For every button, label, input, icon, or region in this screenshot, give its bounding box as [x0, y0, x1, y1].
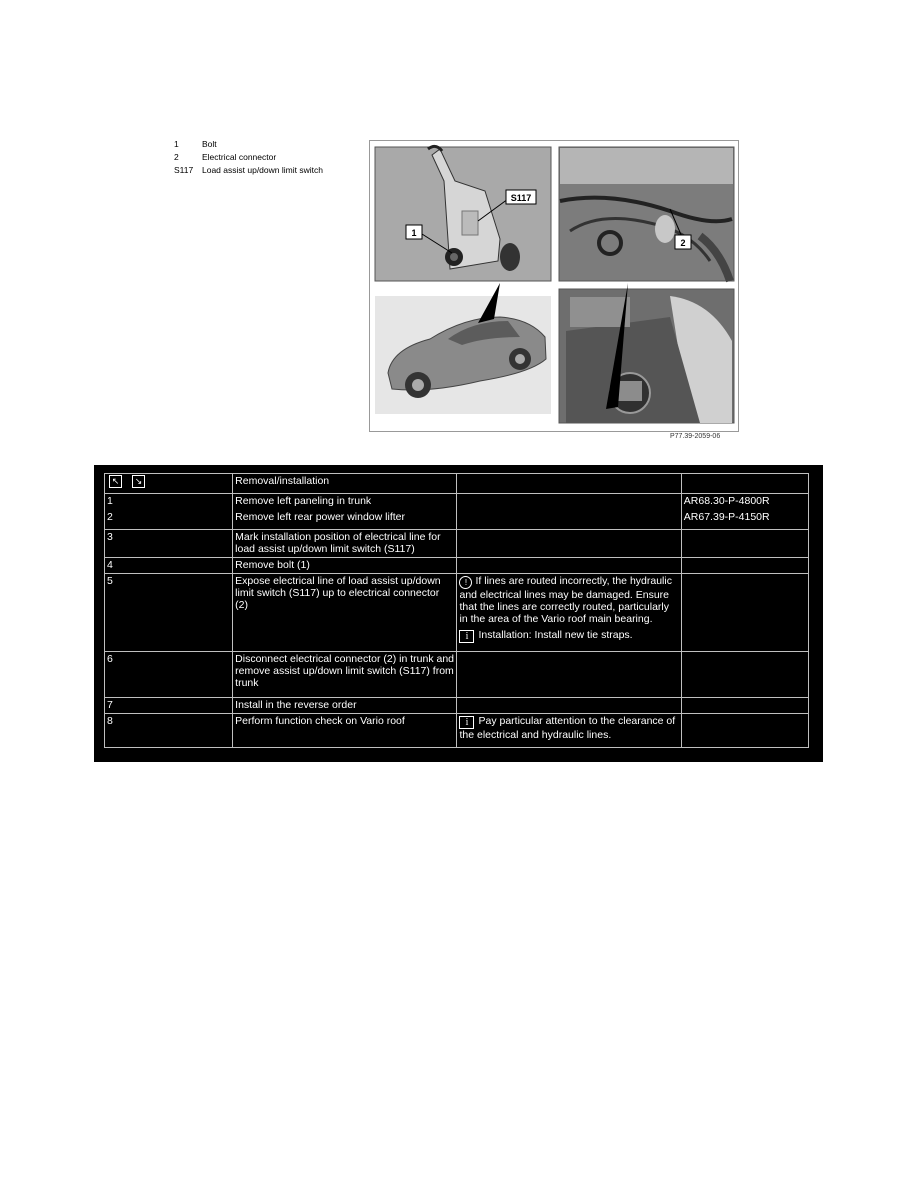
step-number: 5: [105, 574, 233, 652]
info-icon: i: [459, 716, 474, 729]
callout-1-label: 1: [411, 228, 417, 238]
legend-text: Load assist up/down limit switch: [202, 165, 323, 175]
table-row: [105, 714, 809, 748]
table-row: [105, 494, 809, 530]
step-action: Remove left rear power window lifter: [235, 511, 405, 523]
procedure-table-panel: [94, 465, 823, 762]
legend-text: Bolt: [202, 139, 217, 149]
table-row: [105, 558, 809, 574]
step-number: 6: [105, 652, 233, 698]
legend-item: [174, 138, 323, 151]
table-header-row: [105, 474, 809, 494]
step-number: 1: [107, 495, 113, 507]
step-number: 3: [105, 530, 233, 558]
figure-code: P77.39-2059-06: [670, 433, 721, 440]
step-number: 4: [105, 558, 233, 574]
step-action: Disconnect electrical connector (2) in trunk and remove assist up/down limit switch (S117) from trunk: [233, 652, 457, 698]
info-text: Pay particular attention to the clearance of the electrical and hydraulic lines.: [459, 715, 676, 741]
info-note: [459, 629, 678, 643]
callout-s117-label: S117: [510, 193, 532, 203]
step-number: 2: [107, 511, 113, 523]
legend-text: Electrical connector: [202, 152, 277, 162]
procedure-table: [104, 473, 809, 748]
legend-item: [174, 151, 323, 164]
step-action: Expose electrical line of load assist up/down limit switch (S117) up to electrical connector (2): [233, 574, 457, 652]
step-number: 8: [105, 714, 233, 748]
table-row: [105, 530, 809, 558]
info-icon: i: [459, 630, 474, 643]
caution-text: If lines are routed incorrectly, the hydraulic and electrical lines may be damaged. Ensure that the lines are correctly routed, particularly in the area of the Vario roof main bearing.: [459, 575, 672, 625]
component-location-figure: [369, 140, 739, 432]
step-action: Install in the reverse order: [233, 698, 457, 714]
legend-key: S117: [174, 165, 194, 175]
reference-link[interactable]: AR68.30-P-4800R: [683, 495, 770, 507]
step-action: Mark installation position of electrical line for load assist up/down limit switch (S117): [233, 530, 457, 558]
trunk-overview-photo: [559, 289, 734, 423]
reference-link[interactable]: AR67.39-P-4150R: [683, 511, 770, 523]
trunk-lining-photo: [559, 147, 734, 281]
info-note: [459, 715, 678, 741]
table-row: [105, 698, 809, 714]
info-text: Install new tie straps.: [534, 629, 633, 641]
caution-note: [459, 575, 678, 625]
figure-legend: [174, 138, 323, 177]
legend-item: [174, 164, 323, 177]
table-title: Removal/installation: [233, 474, 457, 494]
vehicle-overview-photo: [375, 296, 551, 414]
removal-icon: ↖: [109, 475, 122, 488]
step-action: Remove left paneling in trunk: [235, 495, 372, 507]
switch-closeup-photo: [375, 146, 551, 281]
table-row: [105, 652, 809, 698]
legend-key: 1: [174, 139, 179, 149]
callout-2-label: 2: [680, 238, 686, 248]
info-label: Installation:: [478, 629, 532, 641]
step-action: Perform function check on Vario roof: [233, 714, 457, 748]
caution-icon: !: [459, 576, 472, 589]
step-number: 7: [105, 698, 233, 714]
installation-icon: ↘: [132, 475, 145, 488]
table-row: [105, 574, 809, 652]
legend-key: 2: [174, 152, 179, 162]
step-action: Remove bolt (1): [233, 558, 457, 574]
